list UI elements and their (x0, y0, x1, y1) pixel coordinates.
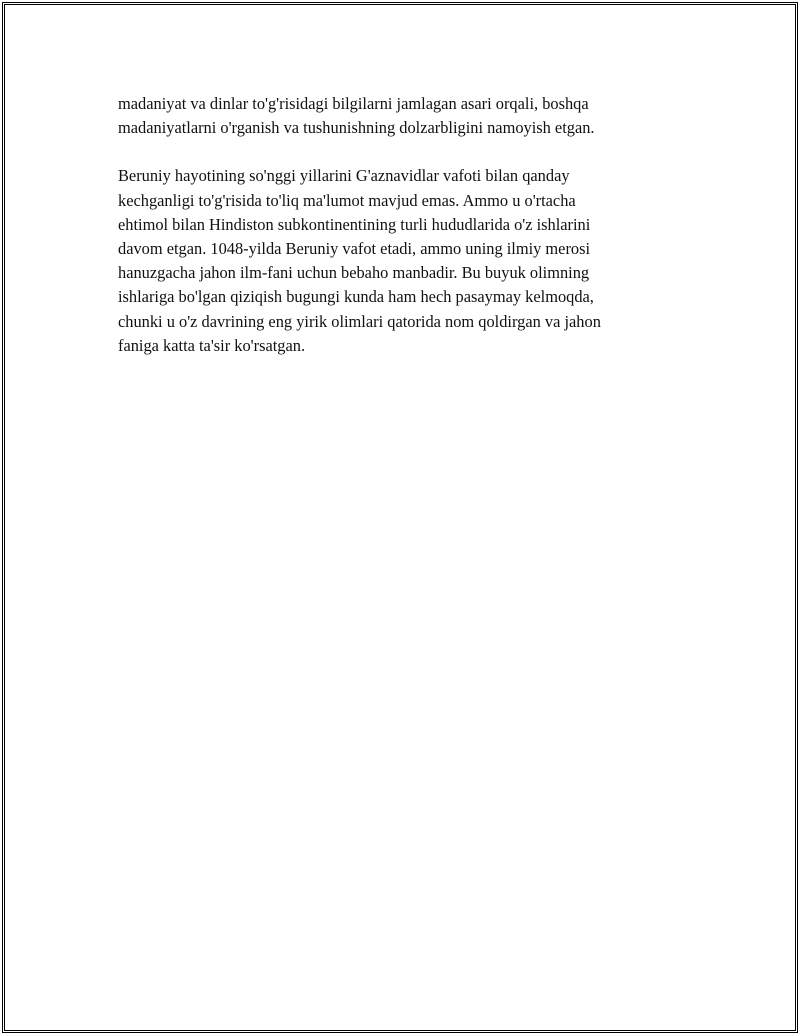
text-line: madaniyat va dinlar to'g'risidagi bilgilarni jamlagan asari orqali, boshqa (118, 94, 589, 113)
document-body (118, 92, 678, 382)
text-line: hanuzgacha jahon ilm-fani uchun bebaho manbadir. Bu buyuk olimning (118, 263, 590, 283)
paragraph-1 (118, 92, 678, 140)
text-line: faniga katta ta'sir ko'rsatgan. (118, 335, 306, 355)
paragraph-2 (118, 164, 678, 358)
text-line: ehtimol bilan Hindiston subkontinentining turli hududlarida o'z ishlarini (118, 214, 591, 234)
text-line: kechganligi to'g'risida to'liq ma'lumot mavjud emas. Ammo u o'rtacha (118, 190, 576, 210)
text-line: madaniyatlarni o'rganish va tushunishning dolzarbligini namoyish etgan. (118, 118, 595, 138)
text-line: davom etgan. 1048-yilda Beruniy vafot etadi, ammo uning ilmiy merosi (118, 239, 591, 259)
text-line: chunki u o'z davrining eng yirik olimlari qatorida nom qoldirgan va jahon (118, 311, 601, 331)
text-line: Beruniy hayotining so'nggi yillarini G'aznavidlar vafoti bilan qanday (118, 166, 570, 186)
text-line: ishlariga bo'lgan qiziqish bugungi kunda ham hech pasaymay kelmoqda, (118, 287, 594, 307)
